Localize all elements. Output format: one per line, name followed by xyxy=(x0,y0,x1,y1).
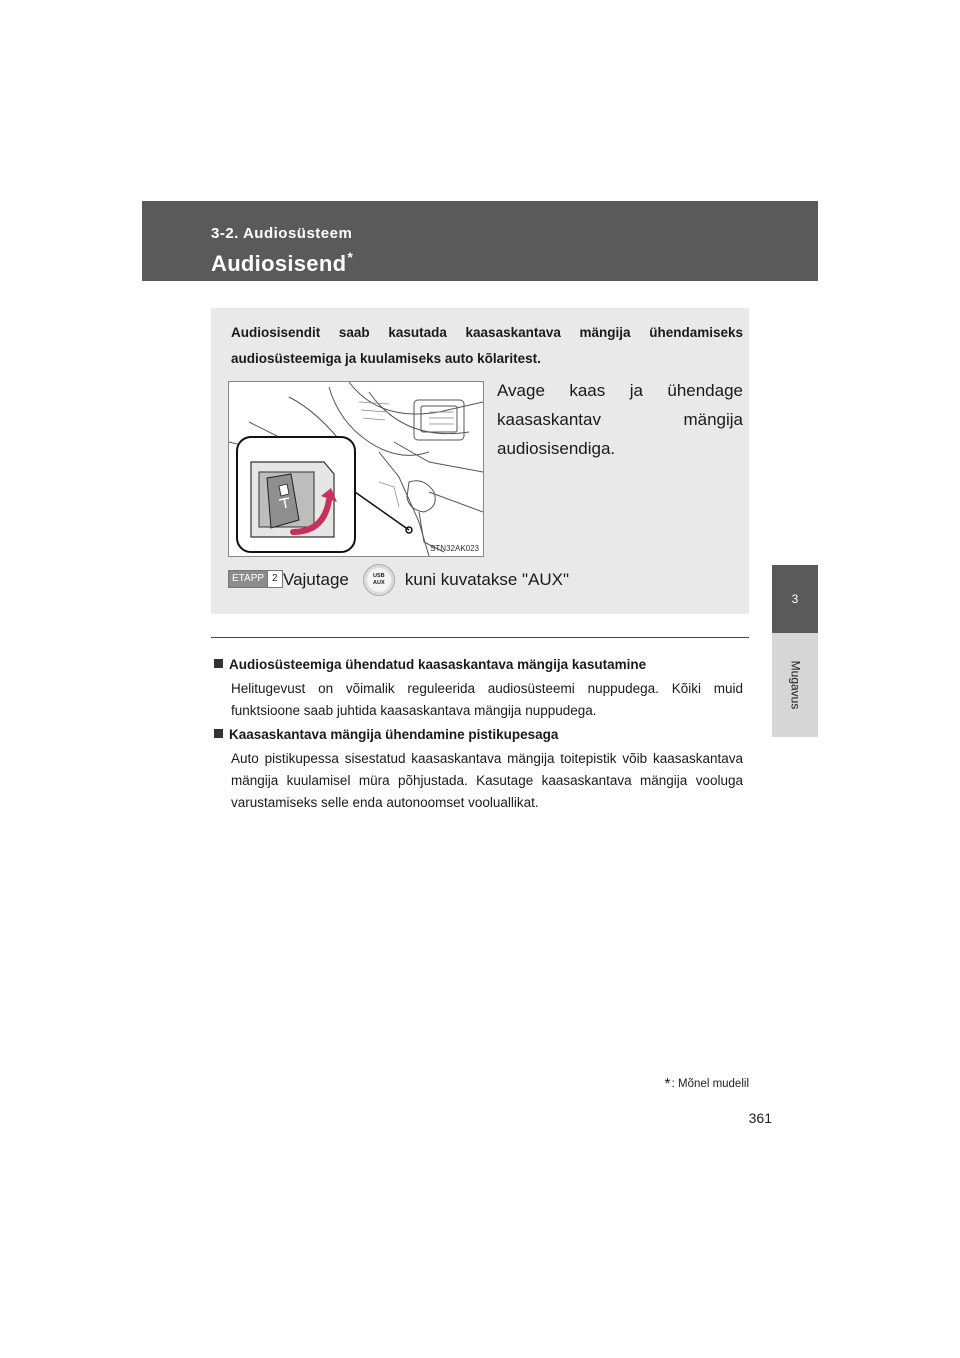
usb-button-label: USB xyxy=(373,573,385,579)
chapter-number: 3 xyxy=(791,592,799,606)
intro-text: Audiosisendit saab kasutada kaasaskantava mängija ühendamiseks audiosüsteemiga ja kuulamiseks auto kõlaritest. xyxy=(231,325,743,366)
step2-badge xyxy=(228,570,283,588)
note1-body: Helitugevust on võimalik reguleerida audiosüsteemi nuppudega. Kõiki muid funktsioone saab juhtida kaasaskantava mängija nuppudega. xyxy=(231,681,743,718)
illustration-code: STN32AK023 xyxy=(430,544,479,553)
note2-heading-text: Kaasaskantava mängija ühendamine pistikupesaga xyxy=(229,727,559,742)
chapter-name: Mugavus xyxy=(788,660,803,710)
step2-badge-number: 2 xyxy=(267,571,282,587)
page-title-text: Audiosisend xyxy=(211,251,347,276)
aux-button-label: AUX xyxy=(373,580,385,586)
page-title xyxy=(211,249,353,277)
note1-heading-text: Audiosüsteemiga ühendatud kaasaskantava mängija kasutamine xyxy=(229,657,647,672)
step1-text: Avage kaas ja ühendage kaasaskantav mängija audiosisendiga. xyxy=(497,381,743,458)
footnote-text: : Mõnel mudelil xyxy=(671,1078,749,1090)
step2-text-after: kuni kuvatakse "AUX" xyxy=(404,570,570,589)
note2-body: Auto pistikupessa sisestatud kaasaskantava mängija toitepistik võib kaasaskantava mängija kuulamisel müra põhjustada. Kasutage kaasaskantava mängija vooluga varustamiseks selle enda autonoomset vooluallikat. xyxy=(231,751,743,810)
section-divider xyxy=(211,637,749,638)
console-illustration xyxy=(228,381,484,557)
step2-row xyxy=(283,564,569,596)
console-drawing xyxy=(229,382,483,556)
chapter-number-tab xyxy=(772,565,818,633)
step2-badge-label: ETAPP xyxy=(229,571,267,587)
note1-heading xyxy=(214,654,646,676)
title-asterisk: * xyxy=(347,249,354,265)
footnote-asterisk: * xyxy=(664,1076,671,1093)
usb-aux-button-icon xyxy=(363,564,395,596)
note2-heading xyxy=(214,724,558,746)
footnote xyxy=(619,1076,749,1094)
step2-text-before: Vajutage xyxy=(283,570,349,589)
page-number: 361 xyxy=(748,1110,772,1126)
square-bullet-icon xyxy=(214,729,223,738)
section-label: 3-2. Audiosüsteem xyxy=(211,225,353,242)
square-bullet-icon xyxy=(214,659,223,668)
chapter-name-wrap xyxy=(772,633,818,737)
